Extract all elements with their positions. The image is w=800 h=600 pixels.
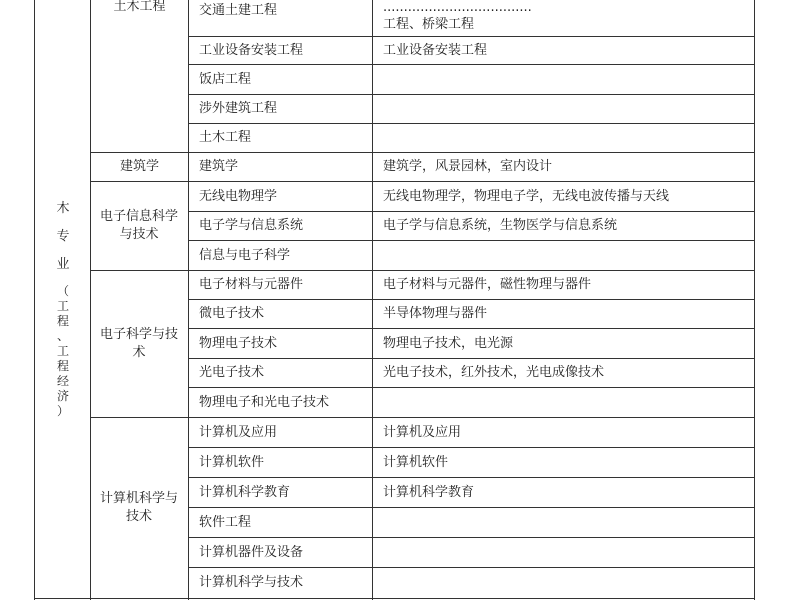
major-cell: 计算机科学教育 <box>199 484 291 500</box>
related-majors-cell <box>373 271 754 299</box>
related-major-text: 计算机软件 <box>383 454 449 470</box>
category-note <box>57 284 69 419</box>
related-majors-cell <box>373 153 754 181</box>
related-major-text: 半导体物理与器件 <box>383 306 488 322</box>
related-majors-cell <box>373 65 754 94</box>
row-divider <box>34 598 755 599</box>
related-majors-cell <box>373 241 754 270</box>
related-majors-cell <box>373 182 754 211</box>
major-cell: 饭店工程 <box>199 71 252 87</box>
related-majors-cell <box>373 508 754 537</box>
major-cell: 软件工程 <box>199 514 252 530</box>
category-note-char: 程 <box>56 359 69 373</box>
major-cell: 建筑学 <box>199 159 239 175</box>
major-cell: 交通土建工程 <box>199 3 278 19</box>
category-note-char: （ <box>56 284 69 298</box>
category-char: 业 <box>56 257 70 272</box>
related-majors-cell <box>373 478 754 507</box>
related-major-text: 计算机及应用 <box>383 424 462 440</box>
category-note-char: 工 <box>56 344 69 358</box>
group-label-computer-science: 计算机科学与技术 <box>99 491 178 524</box>
category-char: 木 <box>56 201 70 216</box>
column-divider <box>90 0 91 600</box>
category-note-char: ） <box>56 404 69 418</box>
major-cell: 信息与电子科学 <box>199 247 291 263</box>
major-cell: 无线电物理学 <box>199 188 278 204</box>
related-major-text: 建筑学，风景园林，室内设计 <box>383 159 553 175</box>
group-label-electronic-science: 电子科学与技术 <box>100 327 178 360</box>
related-majors-cell <box>373 388 754 417</box>
category-note-char: 程 <box>56 314 69 328</box>
table-border-left <box>34 0 35 600</box>
related-major-text: 计算机科学教育 <box>383 484 475 500</box>
related-major-text: 电子材料与元器件，磁性物理与器件 <box>383 277 592 293</box>
group-label-electronic-info: 电子信息科学与技术 <box>99 209 178 242</box>
category-char: 专 <box>56 229 70 244</box>
major-cell: 土木工程 <box>199 130 252 146</box>
related-major-text: .................................... <box>383 0 532 15</box>
major-cell: 计算机及应用 <box>199 424 278 440</box>
related-major-text: 无线电物理学，物理电子学，无线电波传播与天线 <box>383 188 670 204</box>
related-majors-cell <box>373 300 754 328</box>
major-cell: 物理电子技术 <box>199 335 278 351</box>
related-majors-cell <box>373 448 754 477</box>
related-major-text: 工业设备安装工程 <box>383 42 488 58</box>
category-note-char: 济 <box>56 389 69 403</box>
category-note-char: 经 <box>56 374 69 388</box>
category-note-char: 、 <box>56 329 69 343</box>
related-major-text: 光电子技术，红外技术，光电成像技术 <box>383 365 605 381</box>
related-majors-cell <box>373 124 754 152</box>
major-cell: 电子材料与元器件 <box>199 277 304 293</box>
related-majors-cell <box>373 329 754 358</box>
major-cell: 电子学与信息系统 <box>199 218 304 234</box>
major-cell: 计算机器件及设备 <box>199 544 304 560</box>
related-major-text: 工程、桥梁工程 <box>383 17 475 33</box>
related-majors-cell <box>373 568 754 598</box>
related-majors-cell <box>373 359 754 387</box>
related-majors-cell <box>373 538 754 567</box>
category-note-char: 工 <box>56 299 69 313</box>
related-majors-cell <box>373 418 754 447</box>
related-majors-cell <box>373 37 754 64</box>
related-major-text: 电子学与信息系统，生物医学与信息系统 <box>383 218 618 234</box>
major-cell: 工业设备安装工程 <box>199 42 304 58</box>
major-cell: 物理电子和光电子技术 <box>199 394 330 410</box>
related-major-text: 物理电子技术，电光源 <box>383 335 514 351</box>
major-cell: 计算机软件 <box>199 454 265 470</box>
table-border-right <box>754 0 755 600</box>
major-cell: 涉外建筑工程 <box>199 101 278 117</box>
major-cell: 光电子技术 <box>199 365 265 381</box>
major-cell: 计算机科学与技术 <box>199 575 304 591</box>
related-majors-cell <box>373 212 754 240</box>
category-vertical-label <box>36 200 90 460</box>
related-majors-cell <box>373 0 754 36</box>
group-label-architecture: 建筑学 <box>119 159 159 175</box>
major-cell: 微电子技术 <box>199 306 265 322</box>
related-majors-cell <box>373 95 754 123</box>
group-label-civil: 土木工程 <box>113 0 166 15</box>
